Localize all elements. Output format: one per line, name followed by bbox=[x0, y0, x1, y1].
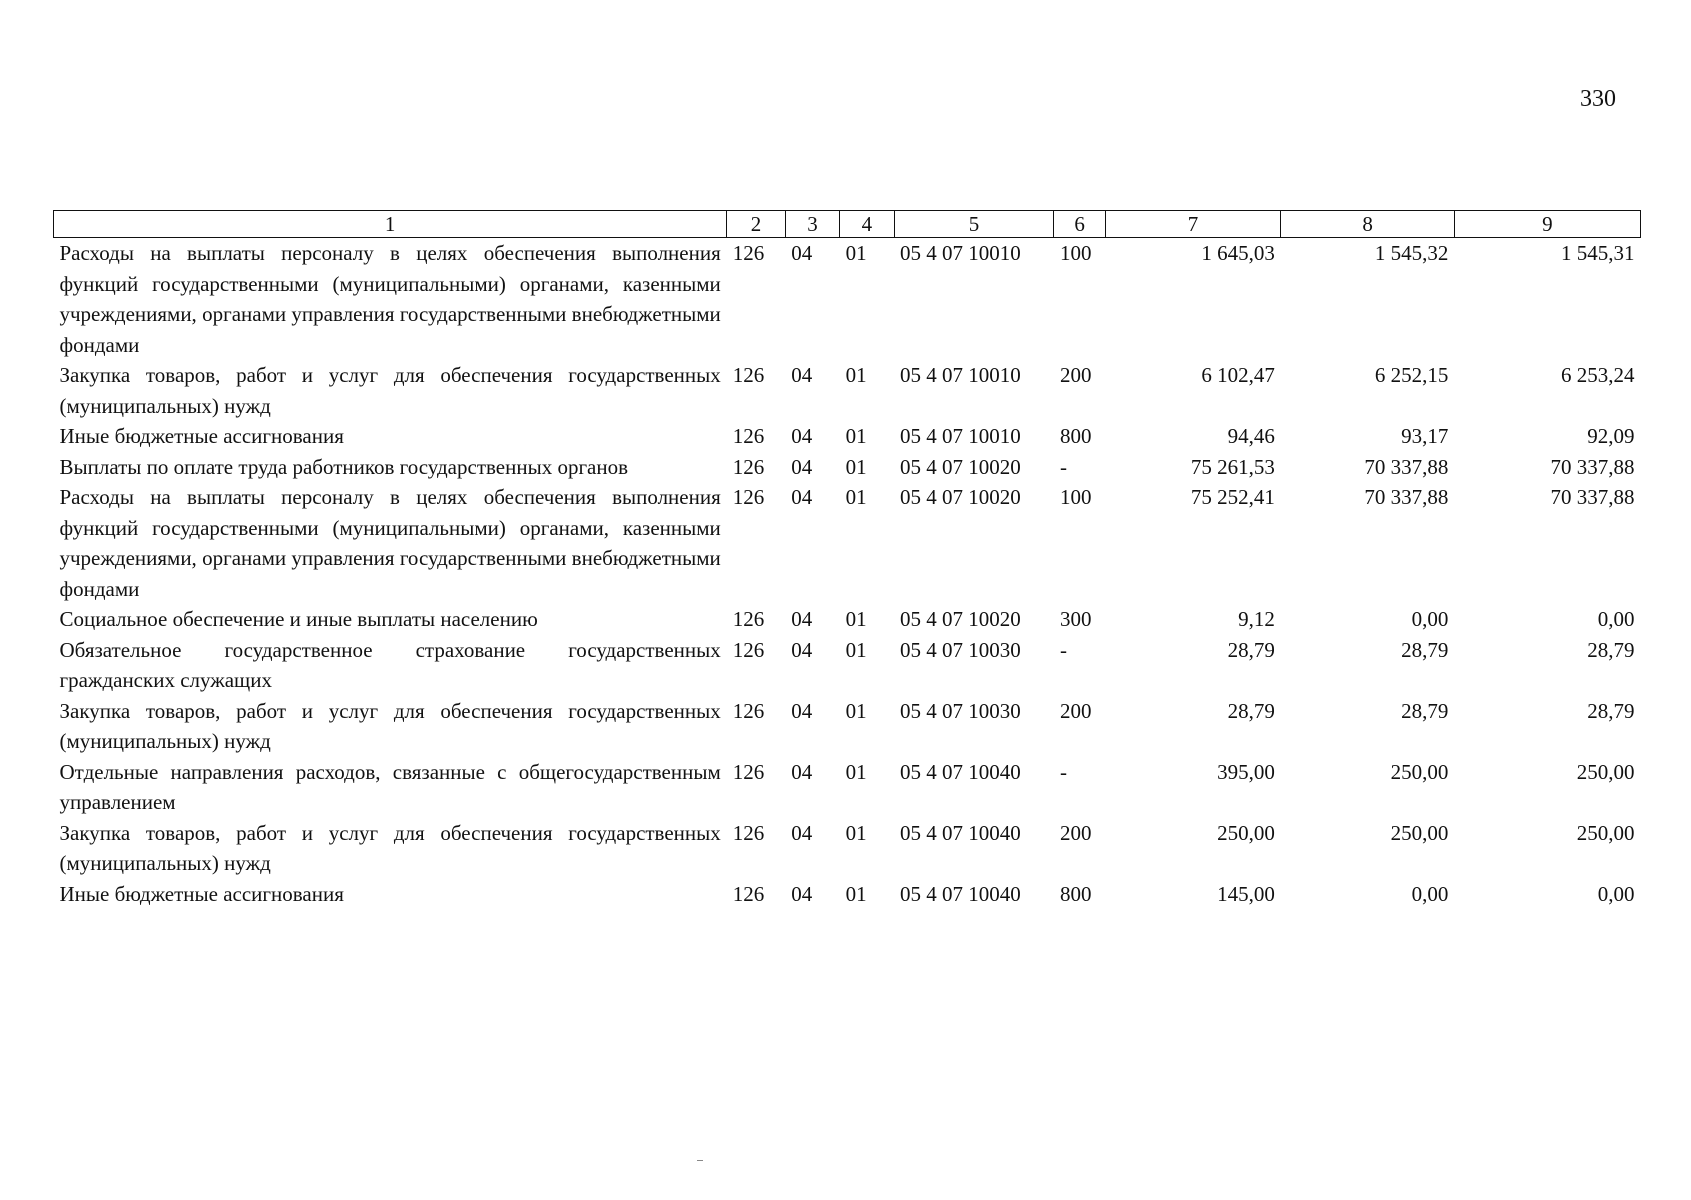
cell-col-2: 126 bbox=[732, 363, 765, 387]
cell-col-5: 05 4 07 10030 bbox=[900, 637, 1021, 662]
cell-col-2: 126 bbox=[732, 759, 765, 784]
cell-col-9: 0,00 bbox=[1597, 607, 1635, 631]
header-col-6: 6 bbox=[1054, 211, 1105, 238]
cell-col-5: 05 4 07 10010 bbox=[900, 241, 1021, 265]
table-row bbox=[54, 482, 1641, 604]
cell-col-9: 92,09 bbox=[1587, 424, 1635, 448]
row-description: Иные бюджетные ассигнования bbox=[59, 881, 344, 906]
cell-col-3: 04 bbox=[791, 363, 813, 387]
header-col-3: 3 bbox=[785, 211, 839, 238]
cell-col-2: 126 bbox=[732, 698, 765, 723]
table-row bbox=[54, 452, 1641, 483]
cell-col-3: 04 bbox=[791, 607, 813, 631]
table-row bbox=[54, 360, 1641, 421]
cell-col-5: 05 4 07 10030 bbox=[900, 698, 1021, 723]
cell-col-9: 70 337,88 bbox=[1550, 454, 1635, 479]
row-description: Закупка товаров, работ и услуг для обеспечения государственных (муниципальных) нужд bbox=[59, 820, 721, 875]
row-description: Социальное обеспечение и иные выплаты населению bbox=[59, 607, 538, 631]
cell-col-4: 01 bbox=[845, 454, 867, 479]
cell-col-3: 04 bbox=[791, 424, 813, 448]
header-col-8: 8 bbox=[1281, 211, 1455, 238]
cell-col-8: 1 545,32 bbox=[1374, 241, 1449, 265]
cell-col-4: 01 bbox=[845, 241, 867, 265]
cell-col-6: - bbox=[1059, 637, 1067, 662]
cell-col-5: 05 4 07 10020 bbox=[900, 607, 1021, 631]
cell-col-6: 800 bbox=[1059, 424, 1092, 448]
table-row bbox=[54, 696, 1641, 757]
cell-col-3: 04 bbox=[791, 820, 813, 845]
cell-col-5: 05 4 07 10020 bbox=[900, 454, 1021, 479]
cell-col-4: 01 bbox=[845, 820, 867, 845]
cell-col-7: 94,46 bbox=[1227, 424, 1275, 448]
cell-col-9: 28,79 bbox=[1587, 637, 1635, 662]
cell-col-6: 800 bbox=[1059, 881, 1092, 906]
cell-col-6: 200 bbox=[1059, 698, 1092, 723]
header-col-9: 9 bbox=[1454, 211, 1640, 238]
row-description: Отдельные направления расходов, связанные с общегосударственным управлением bbox=[59, 759, 721, 814]
cell-col-7: 9,12 bbox=[1238, 607, 1275, 631]
cell-col-4: 01 bbox=[845, 637, 867, 662]
cell-col-6: 100 bbox=[1059, 241, 1092, 265]
cell-col-7: 75 252,41 bbox=[1190, 485, 1275, 509]
cell-col-3: 04 bbox=[791, 759, 813, 784]
row-description: Закупка товаров, работ и услуг для обеспечения государственных (муниципальных) нужд bbox=[59, 698, 721, 753]
cell-col-5: 05 4 07 10040 bbox=[900, 759, 1021, 784]
budget-table bbox=[53, 210, 1641, 909]
header-col-2: 2 bbox=[727, 211, 786, 238]
cell-col-5: 05 4 07 10010 bbox=[900, 363, 1021, 387]
cell-col-2: 126 bbox=[732, 424, 765, 448]
cell-col-7: 28,79 bbox=[1227, 698, 1275, 723]
cell-col-6: 200 bbox=[1059, 820, 1092, 845]
cell-col-8: 93,17 bbox=[1401, 424, 1449, 448]
cell-col-5: 05 4 07 10020 bbox=[900, 485, 1021, 509]
cell-col-2: 126 bbox=[732, 820, 765, 845]
header-row bbox=[54, 211, 1641, 238]
cell-col-9: 0,00 bbox=[1597, 881, 1635, 906]
cell-col-7: 28,79 bbox=[1227, 637, 1275, 662]
cell-col-2: 126 bbox=[732, 607, 765, 631]
cell-col-4: 01 bbox=[845, 607, 867, 631]
cell-col-4: 01 bbox=[845, 881, 867, 906]
cell-col-7: 250,00 bbox=[1217, 820, 1275, 845]
cell-col-3: 04 bbox=[791, 454, 813, 479]
cell-col-8: 250,00 bbox=[1390, 820, 1449, 845]
cell-col-3: 04 bbox=[791, 881, 813, 906]
cell-col-9: 70 337,88 bbox=[1550, 485, 1635, 509]
header-col-7: 7 bbox=[1105, 211, 1281, 238]
row-description: Расходы на выплаты персоналу в целях обеспечения выполнения функций государственными (муниципальными) органами, казенными учреждениями, органами управления государственными внебюджетными фондами bbox=[59, 485, 721, 601]
cell-col-3: 04 bbox=[791, 241, 813, 265]
table-row bbox=[54, 421, 1641, 452]
cell-col-5: 05 4 07 10040 bbox=[900, 820, 1021, 845]
cell-col-5: 05 4 07 10010 bbox=[900, 424, 1021, 448]
cell-col-7: 145,00 bbox=[1217, 881, 1275, 906]
cell-col-9: 6 253,24 bbox=[1561, 363, 1635, 387]
row-description: Обязательное государственное страхование государственных гражданских служащих bbox=[59, 637, 721, 692]
cell-col-8: 6 252,15 bbox=[1374, 363, 1449, 387]
row-description: Выплаты по оплате труда работников государственных органов bbox=[59, 454, 629, 479]
cell-col-7: 1 645,03 bbox=[1201, 241, 1275, 265]
cell-col-4: 01 bbox=[845, 698, 867, 723]
cell-col-7: 395,00 bbox=[1217, 759, 1275, 784]
cell-col-8: 28,79 bbox=[1401, 637, 1449, 662]
table-row bbox=[54, 757, 1641, 818]
cell-col-6: 200 bbox=[1059, 363, 1092, 387]
cell-col-6: 300 bbox=[1059, 607, 1092, 631]
cell-col-2: 126 bbox=[732, 485, 765, 509]
cell-col-8: 70 337,88 bbox=[1364, 485, 1449, 509]
cell-col-3: 04 bbox=[791, 637, 813, 662]
cell-col-6: - bbox=[1059, 454, 1067, 479]
cell-col-7: 75 261,53 bbox=[1190, 454, 1275, 479]
cell-col-8: 28,79 bbox=[1401, 698, 1449, 723]
table-row bbox=[54, 238, 1641, 361]
table-row bbox=[54, 604, 1641, 635]
cell-col-9: 1 545,31 bbox=[1561, 241, 1635, 265]
cell-col-4: 01 bbox=[845, 424, 867, 448]
header-col-1: 1 bbox=[54, 211, 727, 238]
cell-col-9: 250,00 bbox=[1576, 820, 1635, 845]
table-row bbox=[54, 635, 1641, 696]
cell-col-8: 0,00 bbox=[1411, 881, 1449, 906]
cell-col-4: 01 bbox=[845, 363, 867, 387]
cell-col-2: 126 bbox=[732, 637, 765, 662]
cell-col-8: 70 337,88 bbox=[1364, 454, 1449, 479]
row-description: Иные бюджетные ассигнования bbox=[59, 424, 344, 448]
cell-col-5: 05 4 07 10040 bbox=[900, 881, 1021, 906]
scan-dot bbox=[697, 1160, 703, 1161]
cell-col-4: 01 bbox=[845, 759, 867, 784]
cell-col-3: 04 bbox=[791, 698, 813, 723]
cell-col-6: 100 bbox=[1059, 485, 1092, 509]
table-row bbox=[54, 879, 1641, 910]
header-col-4: 4 bbox=[840, 211, 894, 238]
header-col-5: 5 bbox=[894, 211, 1054, 238]
cell-col-9: 28,79 bbox=[1587, 698, 1635, 723]
table-row bbox=[54, 818, 1641, 879]
cell-col-6: - bbox=[1059, 759, 1067, 784]
cell-col-9: 250,00 bbox=[1576, 759, 1635, 784]
cell-col-7: 6 102,47 bbox=[1201, 363, 1275, 387]
cell-col-8: 0,00 bbox=[1411, 607, 1449, 631]
row-description: Расходы на выплаты персоналу в целях обеспечения выполнения функций государственными (муниципальными) органами, казенными учреждениями, органами управления государственными внебюджетными фондами bbox=[59, 241, 721, 357]
cell-col-3: 04 bbox=[791, 485, 813, 509]
page-number: 330 bbox=[1580, 86, 1616, 112]
cell-col-8: 250,00 bbox=[1390, 759, 1449, 784]
row-description: Закупка товаров, работ и услуг для обеспечения государственных (муниципальных) нужд bbox=[59, 363, 721, 418]
cell-col-4: 01 bbox=[845, 485, 867, 509]
cell-col-2: 126 bbox=[732, 241, 765, 265]
cell-col-2: 126 bbox=[732, 454, 765, 479]
cell-col-2: 126 bbox=[732, 881, 765, 906]
